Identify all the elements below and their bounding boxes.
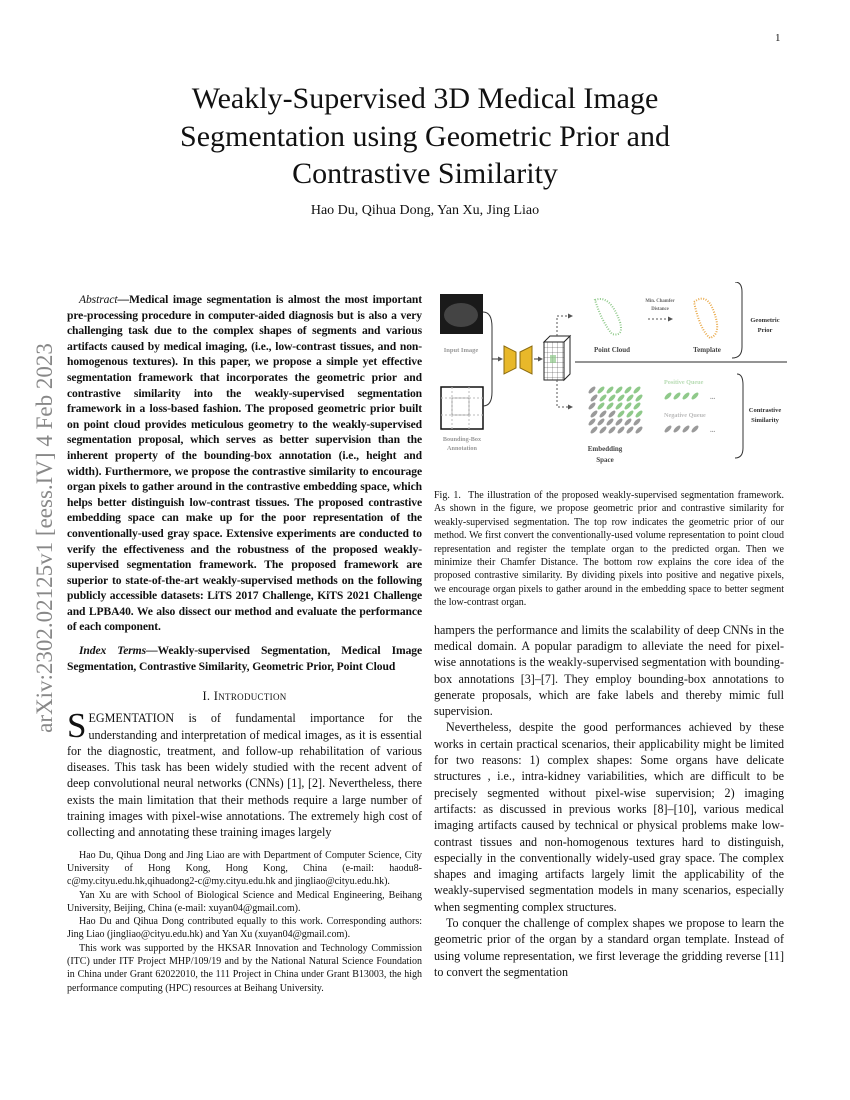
positive-queue-item [681, 391, 690, 400]
embedding-pixel [587, 401, 596, 410]
caption-text: The illustration of the proposed weakly-supervised segmentation framework. As shown in the figure, we propose geometric prior and contrastive similarity for weakly-supervised segmentation. The top row indicates the geometric prior of our method. We first convert the conventionally-used volume representation to point cloud representation and register the template organ to the predicted organ. Then we minimize their Chamfer Distance. The bottom row explains the core idea of the proposed contrastive similarity. By dividing pixels into positive and negative pixels, we encourage organ pixels to gather around in the embedding space to better segment the low-contrast organ. [434, 490, 785, 609]
contrastive-similarity-label: Contrastive [748, 407, 782, 414]
point-cloud-shape [595, 299, 621, 335]
embedding-space-label: Space [596, 456, 614, 464]
embedding-pixel [625, 425, 634, 434]
embedding-pixel [605, 401, 614, 410]
decoder-shape [520, 346, 532, 374]
negative-queue-item [681, 424, 690, 433]
geometric-prior-label: Prior [757, 327, 773, 334]
title-line: Contrastive Similarity [292, 157, 558, 190]
negative-queue-label: Negative Queue [664, 412, 706, 419]
embedding-pixel [623, 417, 632, 426]
embedding-grid [587, 385, 643, 434]
embedding-pixel [598, 393, 607, 402]
figure-caption [434, 489, 784, 610]
authors: Hao Du, Qihua Dong, Yan Xu, Jing Liao [310, 203, 540, 218]
abstract-text: —Medical image segmentation is almost the most important pre-processing procedure in computer-aided diagnosis but is also a very challenging task due to the complex shapes of segments and various artifacts caused by medical imaging, (i.e., low-contrast tissues, and non-homogenous textures). In this paper, we propose a simple yet effective segmentation framework that incorporates the geometric prior and contrastive similarity into the weakly-supervised segmentation framework in a loss-based fashion. The proposed geometric prior built on point cloud provides meticulous geometry to the weakly-supervised segmentation proposal, which serves as better supervision than the inherent property of the bounding-box annotation (i.e., height and width). Furthermore, we propose the contrastive similarity to encourage organ pixels to gather around in the contrastive embedding space, which helps better distinguish low-contrast tissues. The proposed contrastive embedding space can make up for the poor representation of the conventionally-used gray space. Extensive experiments are conducted to verify the effectiveness and the robustness of the proposed weakly-supervised segmentation framework. The proposed framework are superior to state-of-the-art weakly-supervised methods on the following publicly accessible datasets: LiTS 2017 Challenge, KiTS 2021 Challenge and LPBA40. We also dissect our method and evaluate the performance of each component. [67, 293, 422, 634]
embedding-pixel [605, 385, 614, 394]
positive-queue-item [672, 391, 681, 400]
embedding-pixel [625, 409, 634, 418]
positive-queue-item [690, 391, 699, 400]
ellipsis: ... [710, 426, 716, 434]
embedding-pixel [596, 417, 605, 426]
paragraph: To conquer the challenge of complex shapes we propose to learn the geometric prior of the organ by a standard organ template. Instead of using volume representation, we first leverage the gridding reverse [11] to convert the segmentation [434, 916, 784, 979]
embedding-pixel [634, 425, 643, 434]
embedding-pixel [598, 425, 607, 434]
right-column [434, 282, 784, 980]
embedding-pixel [614, 401, 623, 410]
encoder-shape [504, 346, 516, 374]
footnotes [67, 849, 422, 995]
bbox-annotation-label: Bounding-Box [442, 436, 482, 443]
embedding-space-label: Embedding [587, 445, 623, 453]
embedding-pixel [589, 409, 598, 418]
title-line: Weakly-Supervised 3D Medical Image [191, 82, 659, 115]
embedding-pixel [623, 401, 632, 410]
paper-title [100, 80, 750, 193]
embedding-pixel [607, 393, 616, 402]
bbox-annotation-thumbnail [441, 387, 483, 429]
title-line: Segmentation using Geometric Prior and [180, 119, 670, 153]
footnote: This work was supported by the HKSAR Innovation and Technology Commission (ITC) under ITF Project MHP/109/19 and by the National Natural Science Foundation in China under Grant 62022010, the 111 Project in China under Grant B13003, the high performance computing (HPC) resources at Beihang University. [67, 942, 422, 994]
positive-queue-label: Positive Queue [664, 379, 704, 386]
embedding-pixel [614, 385, 623, 394]
chamfer-label: Distance [651, 307, 669, 312]
point-cloud-label: Point Cloud [594, 346, 630, 354]
embedding-pixel [605, 417, 614, 426]
paragraph: hampers the performance and limits the scalability of deep CNNs in the medical domain. A popular paradigm to alleviate the need for pixel-wise annotations is the weakly-supervised segmentation with bounding-box annotations [3]–[7]. They employ bounding-box annotations to generate proposals, which are fake labels and thereby mimic full supervision. [434, 622, 784, 719]
negative-queue-item [672, 424, 681, 433]
positive-queue-item [663, 391, 672, 400]
chamfer-label: Min. Chamfer [645, 299, 675, 304]
abstract-label: Abstract [79, 293, 118, 306]
embedding-pixel [632, 417, 641, 426]
embedding-pixel [616, 425, 625, 434]
embedding-pixel [625, 393, 634, 402]
footnote: Yan Xu are with School of Biological Science and Medical Engineering, Beihang University, Beijing, China (e-mail: xuyan04@gmail.com). [67, 889, 422, 914]
intro-paragraph [67, 706, 422, 840]
embedding-pixel [587, 385, 596, 394]
embedding-pixel [632, 385, 641, 394]
input-image-label: Input Image [443, 347, 479, 354]
contrastive-similarity-label: Similarity [751, 417, 779, 424]
section-heading [67, 688, 422, 704]
embedding-pixel [598, 409, 607, 418]
embedding-pixel [596, 401, 605, 410]
index-terms [67, 643, 422, 674]
embedding-pixel [632, 401, 641, 410]
embedding-pixel [607, 409, 616, 418]
embedding-pixel [634, 393, 643, 402]
negative-queue-item [663, 424, 672, 433]
intro-text: EGMENTATION is of fundamental importance for the understanding and interpretation of medical images, as it is essential for the diagnostic, treatment, and follow-up rehabilitation of various diseases. This task has been widely studied with the recent advent of deep convolutional neural networks (CNNs) [1], [2]. Nevertheless, there exists the main limitation that their methods require a large number of training images with pixel-wise annotations. The extremely high cost of collecting and annotating these training images largely [67, 711, 422, 840]
index-terms-text: —Weakly-supervised Segmentation, Medical Image Segmentation, Contrastive Similarity, Geometric Prior, Point Cloud [67, 644, 423, 673]
embedding-pixel [616, 393, 625, 402]
drop-cap: S [67, 706, 87, 746]
geometric-prior-label: Geometric [750, 317, 780, 324]
footnote: Hao Du, Qihua Dong and Jing Liao are with Department of Computer Science, City University of Hong Kong, Hong Kong, China (e-mail: haodu8-c@my.cityu.edu.hk,qihuadong2-c@my.cityu.edu.hk and jingliao@cityu.edu.hk). [67, 849, 422, 888]
arxiv-stamp: arXiv:2302.02125v1 [eess.IV] 4 Feb 2023 [32, 343, 57, 733]
ellipsis: ... [710, 393, 716, 401]
embedding-pixel [596, 385, 605, 394]
embedding-pixel [634, 409, 643, 418]
section-number: I. [202, 689, 211, 704]
bbox-annotation-label: Annotation [447, 445, 477, 452]
section-title: Introduction [213, 689, 287, 704]
page-number: 1 [775, 32, 781, 44]
template-label: Template [693, 346, 721, 354]
embedding-pixel [589, 393, 598, 402]
embedding-pixel [607, 425, 616, 434]
template-shape [694, 299, 717, 338]
embedding-pixel [589, 425, 598, 434]
negative-queue-item [690, 424, 699, 433]
embedding-pixel [614, 417, 623, 426]
embedding-pixel [616, 409, 625, 418]
right-column-text [434, 622, 784, 981]
paragraph: Nevertheless, despite the good performances achieved by these works in certain practical scenarios, their applicability might be limited for two reasons: 1) complex shapes: Some organs have delicate structures , i.e., intra-kidney variabilities, which are difficult to be precisely segmented without pixel-wise supervision; 2) imaging artifacts: as discussed in previous works [8]–[10], various medical imaging artifacts caused by technical or physical problems make low-contrast tissues and non-homogenous textures hard to distinguish, especially in the conventionally widely-used gray space. The complex shapes and imaging artifacts largely limit the applicability of the weakly-supervised segmentation models in many scenarios, especially when segmenting complex structures. [434, 720, 784, 914]
abstract [67, 292, 422, 635]
figure-1 [432, 282, 787, 472]
left-column [67, 292, 422, 995]
embedding-pixel [587, 417, 596, 426]
index-terms-label: Index Terms [79, 644, 147, 658]
caption-label: Fig. 1. [434, 490, 461, 501]
footnote: Hao Du and Qihua Dong contributed equally to this work. Corresponding authors: Jing Liao (jingliao@cityu.edu.hk) and Yan Xu (xuyan04@gmail.com). [67, 916, 422, 941]
embedding-pixel [623, 385, 632, 394]
